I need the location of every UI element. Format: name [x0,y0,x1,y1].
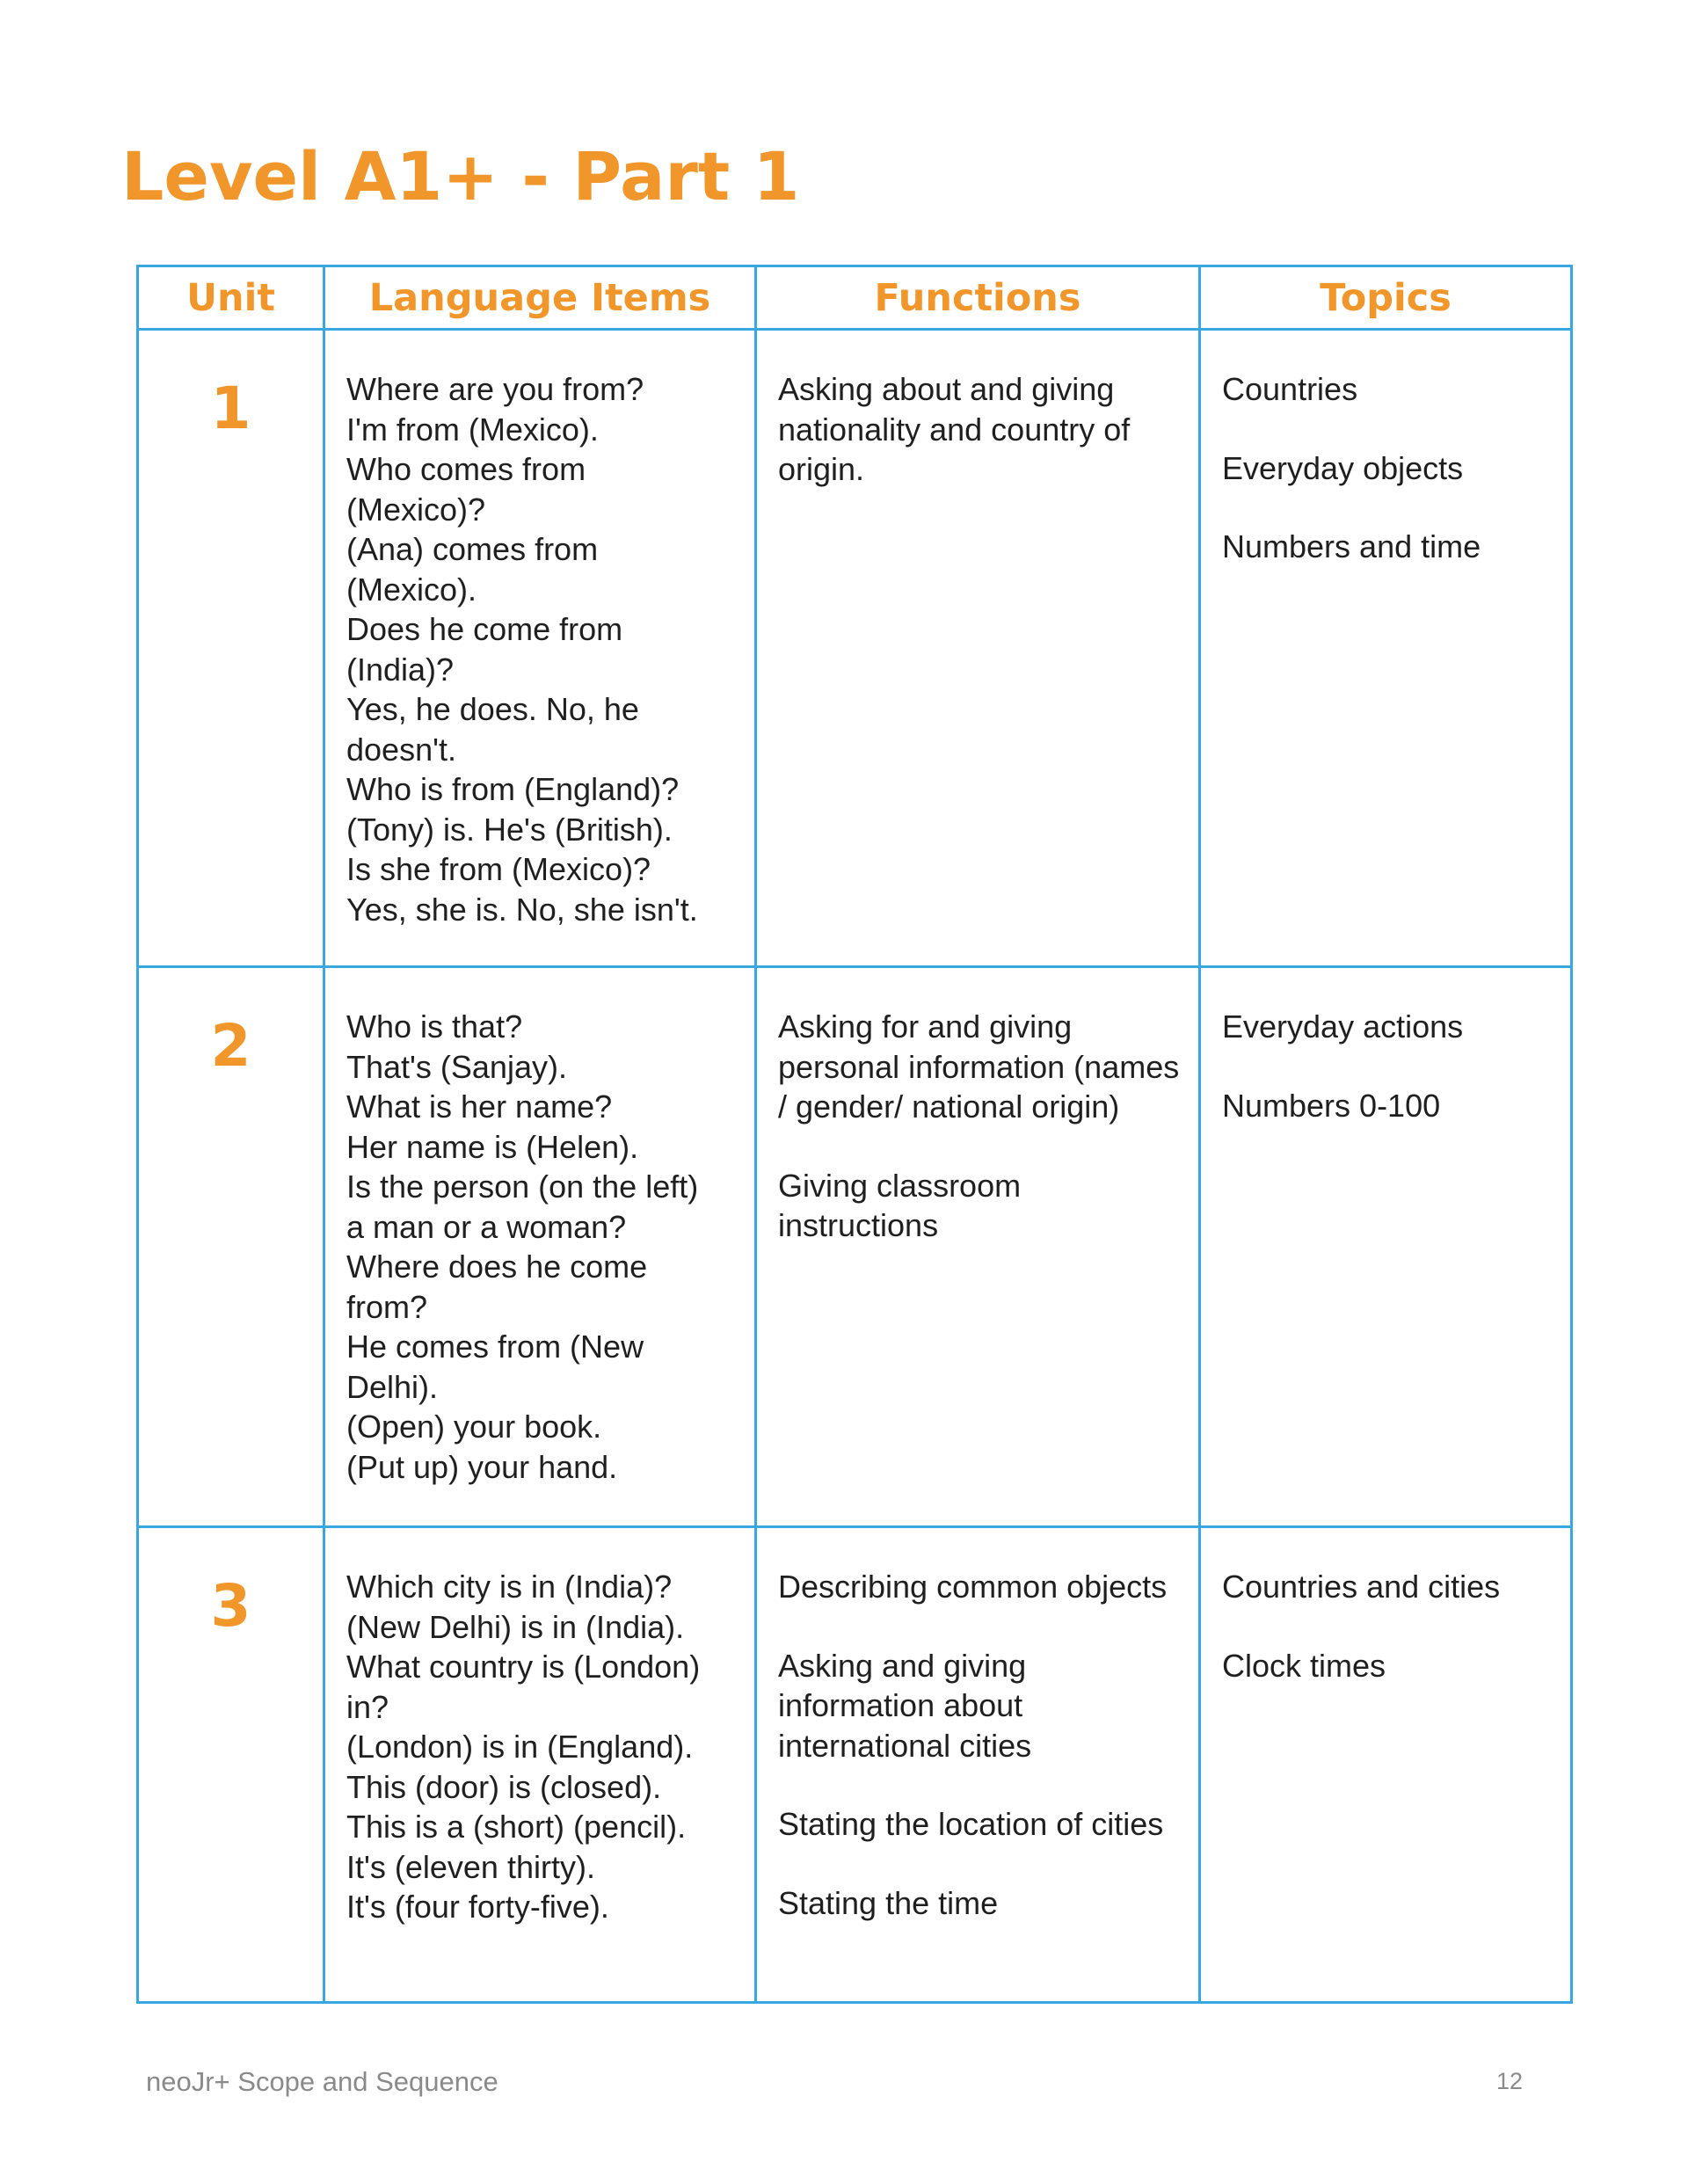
function-item: Describing common objects [778,1569,1168,1605]
unit-number: 2 [210,1012,251,1080]
header-functions: Functions [756,266,1200,330]
functions-cell [756,1527,1200,2003]
function-item: Asking for and giving personal information (names / gender/ national origin) [778,1008,1180,1125]
topic-item: Numbers 0-100 [1222,1087,1441,1124]
language-items-text: Who is that? That's (Sanjay). What is her name? Her name is (Helen). Is the person (on the left) a man or a woman? Where does he come from? He comes from (New Delhi). (Open) your book. (Put up) your hand. [346,1008,699,1485]
topic-item: Everyday actions [1222,1008,1464,1045]
footer-document-title: neoJr+ Scope and Sequence [146,2066,498,2097]
header-unit: Unit [138,266,324,330]
functions-list [757,968,1198,1246]
functions-cell [756,967,1200,1527]
language-items-cell [324,330,756,967]
topic-item: Numbers and time [1222,528,1481,564]
topic-item: Countries [1222,371,1358,407]
functions-list [757,1528,1198,1923]
table-row [138,967,1572,1527]
page-number: 12 [1496,2068,1524,2094]
unit-cell [138,330,324,967]
function-item: Giving classroom instructions [778,1167,1022,1243]
unit-number: 1 [210,375,251,442]
table-row [138,330,1572,967]
topics-list [1201,331,1570,567]
function-item: Asking about and giving nationality and country of origin. [778,371,1131,487]
function-item: Stating the location of cities [778,1806,1164,1842]
table-header-row [138,266,1572,330]
header-topics: Topics [1200,266,1572,330]
language-items-cell [324,1527,756,2003]
unit-cell [138,967,324,1527]
unit-cell [138,1527,324,2003]
topic-item: Clock times [1222,1647,1386,1684]
unit-number: 3 [210,1572,251,1640]
functions-list [757,331,1198,490]
topics-cell [1200,967,1572,1527]
functions-cell [756,330,1200,967]
topic-item: Everyday objects [1222,449,1464,486]
page-title: Level A1+ - Part 1 [121,137,800,215]
language-items-text: Where are you from? I'm from (Mexico). Who comes from (Mexico)? (Ana) comes from (Mexico). Does he come from (India)? Yes, he does. No, he doesn't. Who is from (England)? (Tony) is. He's (British). Is she from (Mexico)? Yes, she is. No, she isn't. [346,371,698,928]
language-items-cell [324,967,756,1527]
topics-cell [1200,1527,1572,2003]
scope-sequence-table [136,265,1573,2004]
table-row [138,1527,1572,2003]
function-item: Stating the time [778,1884,999,1921]
topics-list [1201,1528,1570,1685]
topic-item: Countries and cities [1222,1569,1501,1605]
topics-cell [1200,330,1572,967]
topics-list [1201,968,1570,1125]
header-language-items: Language Items [324,266,756,330]
function-item: Asking and giving information about international cities [778,1647,1032,1764]
language-items-text: Which city is in (India)? (New Delhi) is in (India). What country is (London) in? (London) is in (England). This (door) is (closed). This is a (short) (pencil). It's (eleven thirty). It's (four forty-five). [346,1569,701,1925]
